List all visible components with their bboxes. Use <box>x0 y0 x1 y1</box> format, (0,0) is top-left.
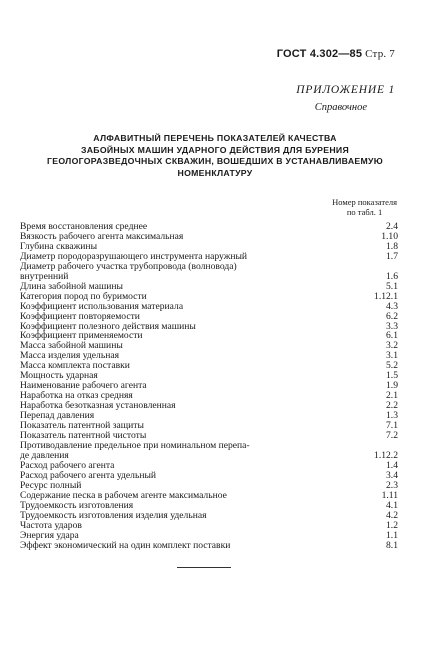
indicator-name: Диаметр рабочего участка трубопровода (волновода) <box>20 260 237 272</box>
title-line: НОМЕНКЛАТУРУ <box>177 167 253 178</box>
standard-number: ГОСТ 4.302—85 <box>276 48 363 60</box>
indicator-name: Показатель патентной защиты <box>20 420 144 432</box>
indicator-name: Коэффициент полезного действия машины <box>20 320 196 332</box>
list-item <box>20 541 398 551</box>
indicator-number: 4.2 <box>386 509 398 521</box>
title-line: ЗАБОЙНЫХ МАШИН УДАРНОГО ДЕЙСТВИЯ ДЛЯ БУРЕНИЯ <box>80 144 350 155</box>
indicator-number: 1.2 <box>386 519 398 531</box>
indicator-number: 4.1 <box>386 499 398 511</box>
indicator-name: Масса изделия удельная <box>20 350 120 362</box>
indicator-number: 6.1 <box>386 330 398 342</box>
indicator-name: Коэффициент повторяемости <box>20 310 140 322</box>
indicator-name: Коэффициент использования материала <box>20 300 184 312</box>
indicator-number: 8.1 <box>386 539 398 551</box>
indicator-number: 1.10 <box>381 230 398 242</box>
indicator-name: Противодавление предельное при номинальном перепа- <box>20 439 250 451</box>
indicator-name: Длина забойной машины <box>20 280 123 292</box>
indicator-number: 1.9 <box>386 380 398 392</box>
indicator-name: Наименование рабочего агента <box>20 380 147 392</box>
indicator-number: 1.4 <box>386 459 398 471</box>
indicator-number: 1.5 <box>386 370 398 382</box>
list-item <box>20 262 398 272</box>
column-header-line: по табл. 1 <box>346 206 383 217</box>
indicator-number: 1.3 <box>386 410 398 422</box>
indicator-number: 3.2 <box>386 340 398 352</box>
indicator-number: 5.2 <box>386 360 398 372</box>
page-header <box>277 48 395 60</box>
indicator-name: Масса комплекта поставки <box>20 360 130 372</box>
column-header-line: Номер показателя <box>332 197 397 207</box>
indicator-name: Содержание песка в рабочем агенте максимальное <box>20 489 227 501</box>
indicator-name: Диаметр породоразрушающего инструмента наружный <box>20 250 248 262</box>
indicator-number: 2.1 <box>386 390 398 402</box>
title-line: ГЕОЛОГОРАЗВЕДОЧНЫХ СКВАЖИН, ВОШЕДШИХ В УСТАНАВЛИВАЕМУЮ <box>47 156 383 167</box>
indicator-name: Масса забойной машины <box>20 340 123 352</box>
indicator-name: Коэффициент применяемости <box>20 330 143 342</box>
indicator-number: 1.11 <box>381 489 398 501</box>
indicator-name: Категория пород по буримости <box>20 290 147 302</box>
indicator-name: Мощность ударная <box>20 370 98 382</box>
closing-rule <box>177 567 231 568</box>
indicator-number: 1.12.1 <box>374 290 398 302</box>
indicator-name: Расход рабочего агента удельный <box>20 469 157 481</box>
indicator-name: Наработка на отказ средняя <box>20 390 133 402</box>
indicator-number: 5.1 <box>386 280 398 292</box>
indicator-number: 7.1 <box>386 420 398 432</box>
indicator-list <box>20 222 398 550</box>
indicator-number: 3.4 <box>386 469 398 481</box>
indicator-name: Ресурс полный <box>20 479 82 491</box>
appendix-subtitle: Справочное <box>314 102 367 113</box>
indicator-name: внутренний <box>20 270 69 282</box>
indicator-name: де давления <box>20 449 69 461</box>
indicator-name: Глубина скважины <box>20 240 98 252</box>
indicator-number: 1.8 <box>386 240 398 252</box>
indicator-number: 1.12.2 <box>374 449 398 461</box>
indicator-number: 3.1 <box>386 350 398 362</box>
indicator-name: Наработка безотказная установленная <box>20 400 176 412</box>
indicator-number: 1.6 <box>386 270 398 282</box>
indicator-name: Перепад давления <box>20 410 95 422</box>
indicator-name: Показатель патентной чистоты <box>20 430 147 442</box>
indicator-number: 3.3 <box>386 320 398 332</box>
indicator-number: 2.4 <box>386 221 398 232</box>
appendix-title: ПРИЛОЖЕНИЕ 1 <box>296 84 395 96</box>
indicator-number: 2.2 <box>386 400 398 412</box>
indicator-name: Вязкость рабочего агента максимальная <box>20 230 184 242</box>
document-title <box>20 133 410 179</box>
indicator-name: Эффект экономический на один комплект поставки <box>20 539 231 551</box>
indicator-name: Частота ударов <box>20 519 82 531</box>
indicator-number: 1.7 <box>386 250 398 262</box>
indicator-name: Расход рабочего агента <box>20 459 115 471</box>
title-line: АЛФАВИТНЫЙ ПЕРЕЧЕНЬ ПОКАЗАТЕЛЕЙ КАЧЕСТВА <box>93 133 337 143</box>
indicator-name: Энергия удара <box>20 529 79 541</box>
list-item <box>20 531 398 541</box>
indicator-number: 6.2 <box>386 310 398 322</box>
indicator-name: Время восстановления среднее <box>20 221 148 232</box>
indicator-number: 2.3 <box>386 479 398 491</box>
indicator-name: Трудоемкость изготовления изделия удельная <box>20 509 207 521</box>
list-item <box>20 441 398 451</box>
indicator-number: 1.1 <box>386 529 398 541</box>
indicator-number: 7.2 <box>386 430 398 442</box>
indicator-number: 4.3 <box>386 300 398 312</box>
column-header <box>332 198 397 217</box>
indicator-name: Трудоемкость изготовления <box>20 499 134 511</box>
page-number: Стр. 7 <box>365 48 395 60</box>
